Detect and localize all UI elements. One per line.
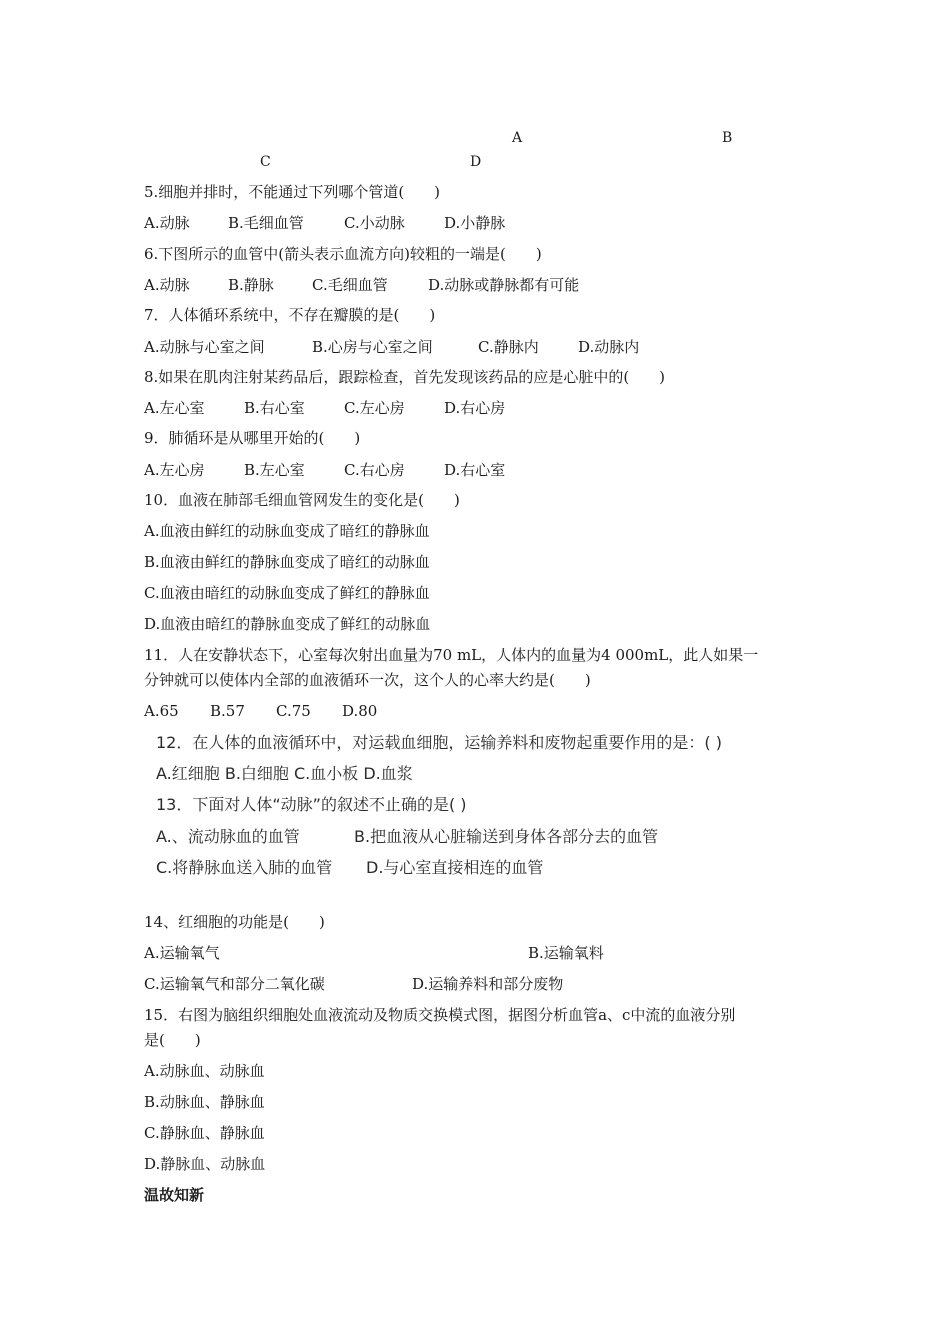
q11-option-c: C.75 (276, 702, 311, 720)
question-7-stem: 7．人体循环系统中，不存在瓣膜的是( ) (144, 306, 436, 324)
question-15-stem-line1: 15．右图为脑组织细胞处血液流动及物质交换模式图，据图分析血管a、c中流的血液分别 (144, 1006, 736, 1024)
question-10-stem: 10．血液在肺部毛细血管网发生的变化是( ) (144, 491, 460, 509)
question-11-stem-line1: 11．人在安静状态下，心室每次射出血量为70 mL，人体内的血量为4 000mL，此人如果一 (144, 646, 759, 664)
q15-option-b: B.动脉血、静脉血 (144, 1093, 265, 1111)
section-title: 温故知新 (144, 1186, 205, 1204)
q6-option-a: A.动脉 (144, 276, 190, 294)
figure-label-b: B (722, 130, 733, 146)
q14-option-c: C.运输氧气和部分二氧化碳 (144, 975, 325, 993)
q13-option-c: C.将静脉血送入肺的血管 (156, 858, 333, 877)
q10-option-b: B.血液由鲜红的静脉血变成了暗红的动脉血 (144, 553, 430, 571)
q14-option-a: A.运输氧气 (144, 944, 220, 962)
figure-label-a: A (512, 130, 523, 146)
figure-label-c: C (260, 154, 271, 170)
q14-option-b: B.运输氧料 (528, 944, 604, 962)
q10-option-c: C.血液由暗红的动脉血变成了鲜红的静脉血 (144, 584, 430, 602)
q9-option-a: A.左心房 (144, 461, 205, 479)
q9-option-b: B.左心室 (244, 461, 305, 479)
question-14-stem: 14、红细胞的功能是( ) (144, 913, 325, 931)
question-6-stem: 6.下图所示的血管中(箭头表示血流方向)较粗的一端是( ) (144, 245, 542, 263)
q15-option-c: C.静脉血、静脉血 (144, 1124, 265, 1142)
question-15-stem-line2: 是( ) (144, 1031, 201, 1049)
q6-option-b: B.静脉 (228, 276, 274, 294)
q8-option-d: D.右心房 (444, 399, 506, 417)
q9-option-d: D.右心室 (444, 461, 506, 479)
q15-option-a: A.动脉血、动脉血 (144, 1062, 265, 1080)
q5-option-b: B.毛细血管 (228, 214, 304, 232)
q5-option-d: D.小静脉 (444, 214, 506, 232)
q10-option-d: D.血液由暗红的静脉血变成了鲜红的动脉血 (144, 615, 431, 633)
q6-option-c: C.毛细血管 (312, 276, 388, 294)
q11-option-b: B.57 (210, 702, 245, 720)
q10-option-a: A.血液由鲜红的动脉血变成了暗红的静脉血 (144, 522, 430, 540)
q11-option-a: A.65 (144, 702, 179, 720)
figure-label-d: D (470, 154, 482, 170)
question-12-stem: 12．在人体的血液循环中，对运载血细胞，运输养料和废物起重要作用的是：( ) (156, 733, 722, 752)
question-13-stem: 13．下面对人体“动脉”的叙述不止确的是( ) (156, 795, 467, 814)
q8-option-b: B.右心室 (244, 399, 305, 417)
q5-option-a: A.动脉 (144, 214, 190, 232)
q7-option-d: D.动脉内 (578, 338, 640, 356)
question-8-stem: 8.如果在肌肉注射某药品后，跟踪检查，首先发现该药品的应是心脏中的( ) (144, 368, 666, 386)
q7-option-b: B.心房与心室之间 (312, 338, 433, 356)
q6-option-d: D.动脉或静脉都有可能 (428, 276, 580, 294)
q7-option-c: C.静脉内 (478, 338, 539, 356)
q15-option-d: D.静脉血、动脉血 (144, 1155, 266, 1173)
q8-option-a: A.左心室 (144, 399, 205, 417)
q13-option-d: D.与心室直接相连的血管 (366, 858, 544, 877)
question-11-stem-line2: 分钟就可以使体内全部的血液循环一次，这个人的心率大约是( ) (144, 671, 591, 689)
q9-option-c: C.右心房 (344, 461, 405, 479)
question-5-stem: 5.细胞并排时，不能通过下列哪个管道( ) (144, 183, 441, 201)
q14-option-d: D.运输养料和部分废物 (412, 975, 564, 993)
q8-option-c: C.左心房 (344, 399, 405, 417)
q7-option-a: A.动脉与心室之间 (144, 338, 265, 356)
q13-option-b: B.把血液从心脏输送到身体各部分去的血管 (354, 827, 659, 846)
question-9-stem: 9．肺循环是从哪里开始的( ) (144, 429, 361, 447)
q13-option-a: A.、流动脉血的血管 (156, 827, 300, 846)
q5-option-c: C.小动脉 (344, 214, 405, 232)
q11-option-d: D.80 (342, 702, 378, 720)
q12-options: A.红细胞 B.白细胞 C.血小板 D.血浆 (156, 764, 413, 783)
